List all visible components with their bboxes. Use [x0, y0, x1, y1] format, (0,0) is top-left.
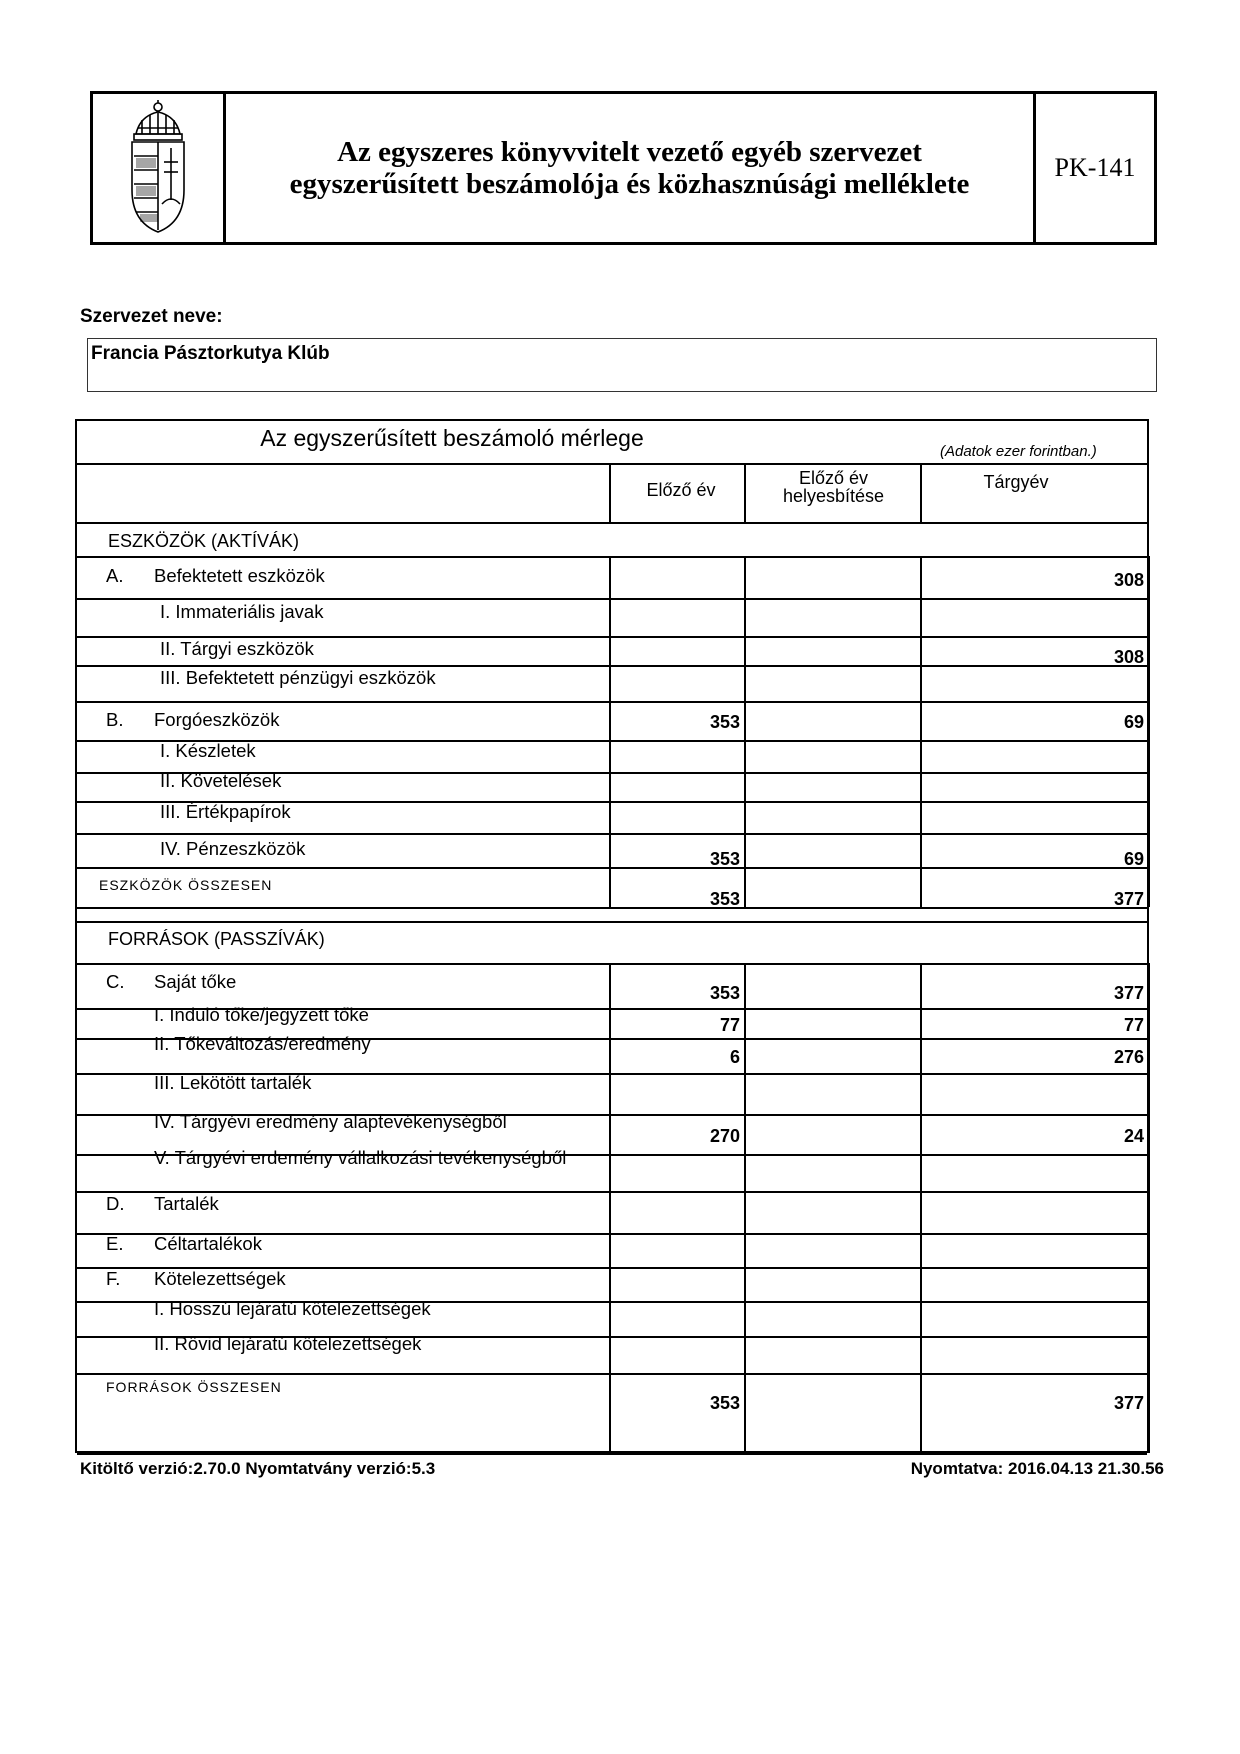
table-rule — [1148, 1114, 1150, 1154]
assets-heading: ESZKÖZÖK (AKTÍVÁK) — [108, 531, 300, 551]
table-rule — [1148, 963, 1150, 1008]
value-cell-curr[interactable]: 308 — [1113, 570, 1144, 590]
row-label: Kötelezettségek — [154, 1268, 286, 1289]
value-cell-curr[interactable]: 377 — [1113, 889, 1144, 909]
table-rule — [1148, 1301, 1150, 1336]
row-letter: F. — [106, 1268, 121, 1289]
table-rule — [744, 963, 746, 1008]
table-rule — [744, 867, 746, 907]
table-rule — [77, 522, 1147, 524]
row-label: Saját tőke — [154, 971, 237, 992]
row-label: II. Rövid lejáratú kötelezettségek — [154, 1333, 422, 1354]
table-rule — [744, 1336, 746, 1373]
table-rule — [920, 1233, 922, 1267]
table-rule — [609, 801, 611, 833]
table-rule — [920, 1073, 922, 1114]
table-rule — [920, 665, 922, 701]
table-rule — [744, 665, 746, 701]
form-title-line-1: Az egyszeres könyvvitelt vezető egyéb szervezet — [337, 136, 922, 168]
row-letter: E. — [106, 1233, 124, 1254]
value-cell-curr[interactable]: 377 — [1113, 983, 1144, 1003]
table-rule — [744, 772, 746, 801]
table-rule — [920, 598, 922, 636]
column-header-current-year: Tárgyév — [983, 472, 1049, 492]
table-rule — [920, 1191, 922, 1233]
table-rule — [1148, 1038, 1150, 1073]
value-cell-curr[interactable]: 69 — [1123, 849, 1144, 869]
table-rule — [609, 740, 611, 772]
table-rule — [609, 1191, 611, 1233]
row-label: Forgóeszközök — [154, 709, 280, 730]
table-rule — [77, 833, 1147, 835]
table-rule — [1148, 1336, 1150, 1373]
row-label: II. Tőkeváltozás/eredmény — [154, 1033, 371, 1054]
table-rule — [77, 1191, 1147, 1193]
row-label: IV. Tárgyévi eredmény alaptevékenységből — [154, 1111, 507, 1132]
units-note: (Adatok ezer forintban.) — [940, 443, 1097, 460]
table-rule — [1148, 1008, 1150, 1038]
table-rule — [920, 463, 922, 522]
table-rule — [744, 1154, 746, 1191]
value-cell-prev[interactable]: 353 — [709, 983, 740, 1003]
table-rule — [609, 1336, 611, 1373]
form-header — [90, 91, 1157, 245]
table-rule — [609, 772, 611, 801]
table-rule — [744, 1233, 746, 1267]
value-cell-curr[interactable]: 69 — [1123, 712, 1144, 732]
row-letter: A. — [106, 565, 124, 586]
row-label: I. Készletek — [160, 740, 256, 761]
value-cell-prev[interactable]: 77 — [719, 1015, 740, 1035]
table-rule — [609, 463, 611, 522]
row-label: I. Immateriális javak — [160, 601, 324, 622]
table-rule — [1148, 1233, 1150, 1267]
balance-sheet-table — [75, 419, 1149, 1453]
table-rule — [744, 701, 746, 740]
table-rule — [744, 598, 746, 636]
row-label: III. Lekötött tartalék — [154, 1072, 312, 1093]
table-rule — [1148, 598, 1150, 636]
table-rule — [609, 1301, 611, 1336]
form-code: PK-141 — [1054, 153, 1136, 182]
value-cell-curr[interactable]: 24 — [1123, 1126, 1144, 1146]
value-cell-prev[interactable]: 353 — [709, 849, 740, 869]
table-rule — [1148, 556, 1150, 598]
version-info: Kitöltő verzió:2.70.0 Nyomtatvány verzió:5.3 — [80, 1459, 436, 1478]
table-rule — [609, 1267, 611, 1301]
value-cell-prev[interactable]: 6 — [729, 1047, 740, 1067]
table-rule — [77, 963, 1147, 965]
form-title-line-2: egyszerűsített beszámolója és közhasznúsági melléklete — [289, 168, 970, 200]
liabilities-total-label: FORRÁSOK ÖSSZESEN — [106, 1379, 282, 1395]
value-cell-curr[interactable]: 377 — [1113, 1393, 1144, 1413]
value-cell-curr[interactable]: 276 — [1113, 1047, 1144, 1067]
table-rule — [920, 1154, 922, 1191]
table-rule — [744, 463, 746, 522]
table-rule — [744, 801, 746, 833]
table-rule — [920, 740, 922, 772]
value-cell-prev[interactable]: 353 — [709, 1393, 740, 1413]
form-title — [226, 94, 1036, 242]
table-rule — [920, 772, 922, 801]
value-cell-curr[interactable]: 77 — [1123, 1015, 1144, 1035]
column-header-correction — [747, 469, 920, 505]
row-letter: B. — [106, 709, 124, 730]
table-rule — [1148, 1154, 1150, 1191]
value-cell-prev[interactable]: 353 — [709, 712, 740, 732]
row-label: I. Hosszú lejáratú kötelezettségek — [154, 1298, 431, 1319]
table-rule — [920, 1267, 922, 1301]
table-rule — [744, 1267, 746, 1301]
organization-label: Szervezet neve: — [80, 306, 223, 327]
table-rule — [1148, 701, 1150, 740]
table-rule — [77, 463, 1147, 465]
value-cell-prev[interactable]: 270 — [709, 1126, 740, 1146]
row-label: III. Befektetett pénzügyi eszközök — [160, 667, 436, 688]
table-rule — [1148, 665, 1150, 701]
column-header-correction-line-2: helyesbítése — [782, 486, 885, 506]
row-label: II. Tárgyi eszközök — [160, 638, 314, 659]
table-rule — [609, 598, 611, 636]
table-rule — [744, 1073, 746, 1114]
assets-total-label: ESZKÖZÖK ÖSSZESEN — [99, 877, 273, 893]
table-rule — [609, 556, 611, 598]
table-rule — [77, 701, 1147, 703]
row-label: Céltartalékok — [154, 1233, 262, 1254]
table-rule — [609, 1233, 611, 1267]
table-rule — [744, 1373, 746, 1453]
print-timestamp: Nyomtatva: 2016.04.13 21.30.56 — [910, 1459, 1164, 1478]
row-label: V. Tárgyévi erdemény vállalkozási tevékenységből — [154, 1147, 567, 1168]
row-label: III. Értékpapírok — [160, 801, 291, 822]
table-rule — [1148, 636, 1150, 665]
table-rule — [609, 665, 611, 701]
table-rule — [609, 1154, 611, 1191]
table-rule — [609, 1073, 611, 1114]
table-rule — [744, 833, 746, 867]
row-letter: C. — [106, 971, 125, 992]
table-rule — [920, 1301, 922, 1336]
table-rule — [1148, 1191, 1150, 1233]
table-rule — [609, 636, 611, 665]
row-label: Befektetett eszközök — [154, 565, 325, 586]
table-rule — [744, 1301, 746, 1336]
table-rule — [744, 1038, 746, 1073]
balance-sheet-title: Az egyszerűsített beszámoló mérlege — [260, 425, 644, 451]
row-label: IV. Pénzeszközök — [160, 838, 306, 859]
table-rule — [1148, 833, 1150, 867]
table-rule — [1148, 1373, 1150, 1453]
table-rule — [77, 921, 1147, 923]
value-cell-curr[interactable]: 308 — [1113, 647, 1144, 667]
table-rule — [77, 598, 1147, 600]
table-rule — [1148, 1267, 1150, 1301]
table-rule — [744, 636, 746, 665]
row-label: I. Induló tőke/jegyzett tőke — [154, 1004, 369, 1025]
table-rule — [77, 1373, 1147, 1375]
table-rule — [744, 740, 746, 772]
organization-name-field[interactable] — [87, 338, 1157, 392]
coat-of-arms-icon — [93, 94, 226, 242]
table-rule — [1148, 801, 1150, 833]
row-label: II. Követelések — [160, 770, 282, 791]
table-rule — [744, 1114, 746, 1154]
table-rule — [744, 1191, 746, 1233]
row-letter: D. — [106, 1193, 125, 1214]
table-rule — [920, 1336, 922, 1373]
table-rule — [1148, 740, 1150, 772]
table-rule — [920, 801, 922, 833]
column-header-previous-year: Előző év — [646, 480, 716, 500]
table-rule — [744, 1008, 746, 1038]
table-rule — [77, 1453, 1147, 1455]
table-rule — [77, 556, 1147, 558]
table-rule — [1148, 772, 1150, 801]
row-label: Tartalék — [154, 1193, 219, 1214]
value-cell-prev[interactable]: 353 — [709, 889, 740, 909]
organization-name-value: Francia Pásztorkutya Klúb — [91, 343, 330, 364]
column-header-correction-line-1: Előző év — [798, 468, 869, 488]
table-rule — [1148, 1073, 1150, 1114]
liabilities-heading: FORRÁSOK (PASSZÍVÁK) — [108, 929, 325, 949]
table-rule — [1148, 867, 1150, 907]
table-rule — [744, 556, 746, 598]
